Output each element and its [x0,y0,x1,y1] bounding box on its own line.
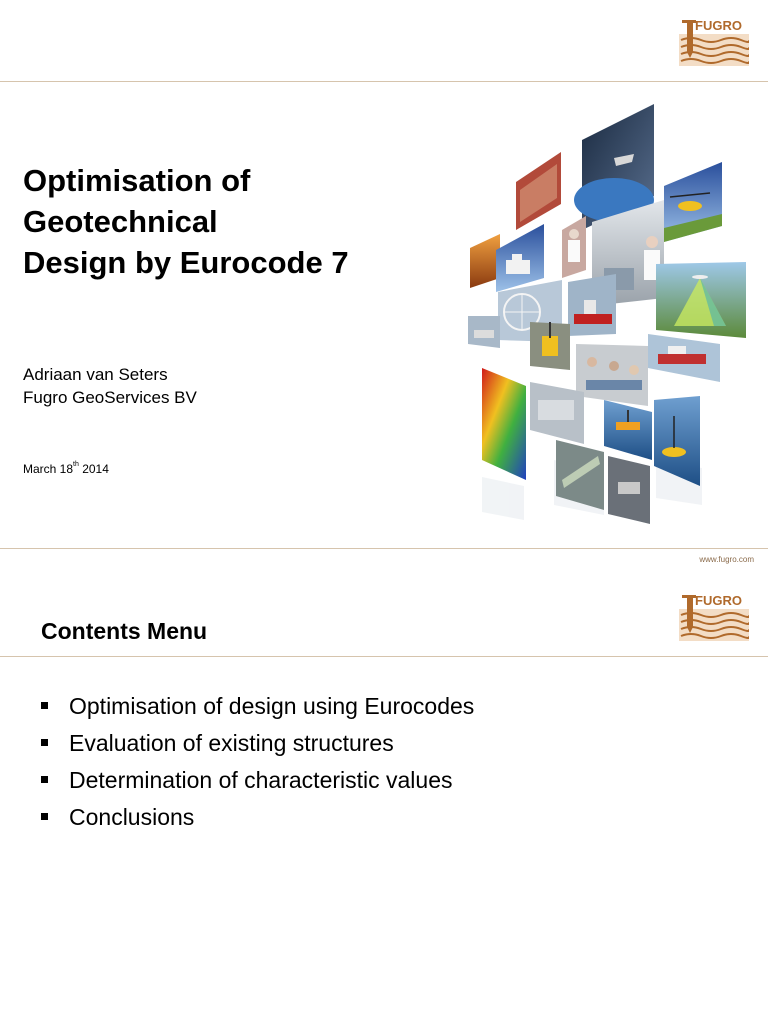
photo-collage [464,100,754,530]
list-item: Conclusions [41,799,474,836]
bullet-square-icon [41,776,48,783]
footer-rule [0,548,768,549]
photo-tile-city [516,152,561,230]
list-item: Evaluation of existing structures [41,725,474,762]
svg-text:FUGRO: FUGRO [695,18,742,33]
presentation-title [23,160,443,283]
photo-tile-drilling-rig [530,322,570,370]
author-name: Adriaan van Seters [23,365,168,384]
fugro-logo [679,591,749,641]
title-line: Optimisation of [23,163,251,198]
fugro-logo-icon [679,591,749,641]
photo-tile-rov [608,456,650,524]
list-item: Optimisation of design using Eurocodes [41,688,474,725]
author-company: Fugro GeoServices BV [23,388,197,407]
header-rule [0,656,768,657]
photo-tile-truck [496,224,544,292]
author-block [23,363,197,409]
photo-tile-lab-worker [562,216,586,278]
contents-slide [0,575,768,1024]
photo-tile-construction [530,382,584,444]
photo-tile-sunset [470,234,500,288]
title-line: Geotechnical [23,204,218,239]
photo-tile-ship-dock [568,274,616,336]
bullet-square-icon [41,813,48,820]
title-line: Design by Eurocode 7 [23,245,349,280]
bullet-square-icon [41,739,48,746]
presentation-date: March 18th 2014 [23,461,109,476]
photo-tile-harbour [468,316,500,348]
photo-tile-aerial-survey [656,262,746,338]
svg-text:FUGRO: FUGRO [695,593,742,608]
website-url: www.fugro.com [699,555,754,564]
contents-list [41,688,474,836]
photo-tile-heatmap [482,368,526,480]
bullet-square-icon [41,702,48,709]
list-item: Determination of characteristic values [41,762,474,799]
fugro-logo [679,16,749,66]
photo-tile-helicopter [664,162,722,242]
photo-tile-offshore-platform [604,400,652,460]
fugro-logo-icon [679,16,749,66]
photo-tile-office-meeting [576,344,648,406]
photo-tile-vessel [648,334,720,382]
slide-title: Contents Menu [41,618,208,644]
header-rule [0,81,768,82]
